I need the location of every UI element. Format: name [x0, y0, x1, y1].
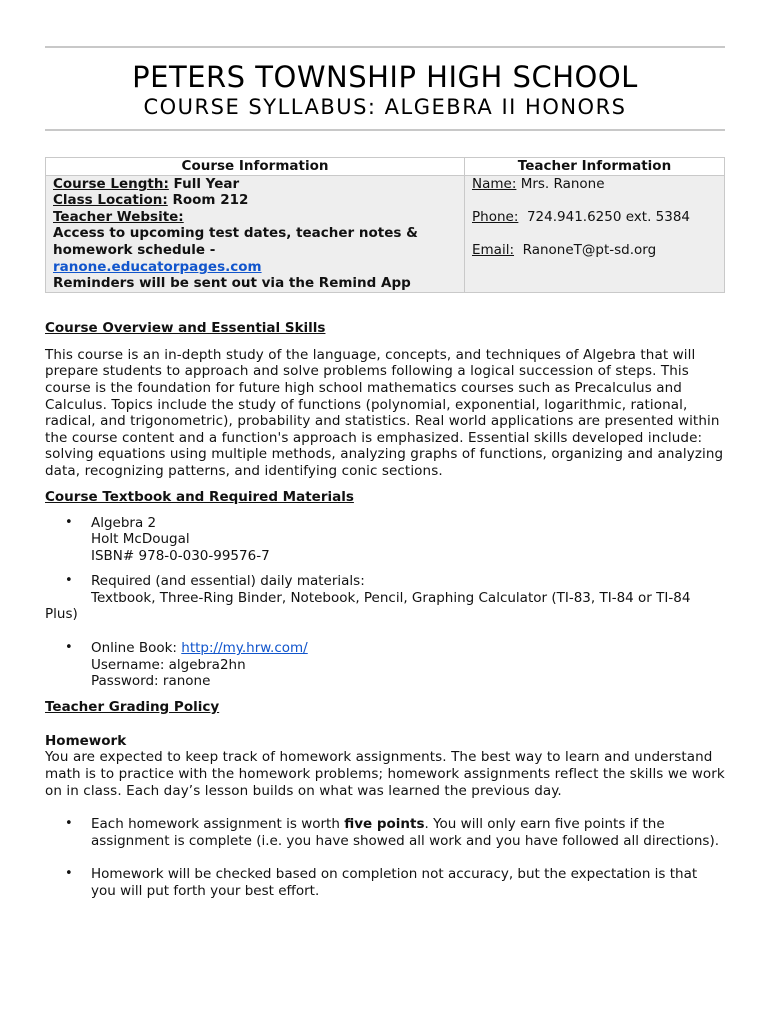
online-book-link[interactable]: http://my.hrw.com/: [181, 640, 308, 657]
teacher-info-cell: [465, 175, 725, 292]
online-password: Password: ranone: [91, 673, 211, 690]
materials-items: Textbook, Three-Ring Binder, Notebook, Pencil, Graphing Calculator (TI-83, TI-84 or TI-84: [91, 589, 691, 606]
homework-text: You are expected to keep track of homework assignments. The best way to learn and understand math is to practice with the homework problems; homework assignments reflect the skills we work on in class. Each day’s lesson builds on what was learned the previous day.: [45, 749, 725, 799]
header-divider: [45, 129, 725, 131]
class-location-label: Class Location:: [53, 192, 168, 209]
top-divider: [45, 46, 725, 48]
teacher-email-label: Email:: [472, 241, 515, 258]
bullet-glyph: •: [65, 866, 73, 882]
overview-text: This course is an in-depth study of the language, concepts, and techniques of Algebra that will prepare students to approach and solve problems following a logical succession of steps. This course is the foundation for future high school mathematics courses such as Precalculus and Calculus. Topics include the study of functions (polynomial, exponential, logarithmic, rational, radical, and trigonometric), probability and statistics. Real world applications are presented within the course content and a function's approach is emphasized. Essential skills developed include: solving equations using multiple methods, analyzing graphs of functions, organizing and analyzing data, recognizing patterns, and identifying conic sections.: [45, 346, 724, 479]
homework-rule-1-start: Each homework assignment is worth: [91, 816, 345, 833]
remind-app-note: Reminders will be sent out via the Remind App: [53, 275, 411, 292]
book-publisher: Holt McDougal: [91, 531, 190, 548]
info-table: [45, 157, 725, 293]
bullet-glyph: •: [65, 640, 73, 656]
teacher-phone-value: 724.941.6250 ext. 5384: [526, 208, 691, 225]
teacher-website-link[interactable]: ranone.educatorpages.com: [53, 258, 262, 275]
list-item: [45, 515, 725, 565]
list-item: [45, 866, 725, 899]
class-location-value: Room 212: [172, 192, 249, 209]
teacher-website-description: Access to upcoming test dates, teacher notes & homework schedule -: [53, 225, 418, 258]
materials-items-end: Plus): [45, 606, 78, 623]
book-title: Algebra 2: [91, 514, 157, 531]
syllabus-page: [45, 0, 725, 900]
materials-list: [45, 515, 725, 690]
materials-label: Required (and essential) daily materials:: [91, 573, 365, 590]
teacher-website-label: Teacher Website:: [53, 208, 184, 225]
syllabus-title: COURSE SYLLABUS: ALGEBRA II HONORS: [143, 95, 627, 119]
overview-heading: Course Overview and Essential Skills: [45, 319, 326, 336]
course-info-cell: [46, 175, 465, 292]
school-title: PETERS TOWNSHIP HIGH SCHOOL: [132, 60, 638, 94]
teacher-name-label: Name:: [472, 175, 517, 192]
teacher-email-value: RanoneT@pt-sd.org: [522, 241, 657, 258]
homework-rule-1-bold: five points: [344, 816, 425, 833]
book-isbn: ISBN# 978-0-030-99576-7: [91, 547, 270, 564]
list-item: [45, 573, 725, 623]
list-item: [45, 640, 725, 690]
teacher-phone-label: Phone:: [472, 208, 519, 225]
homework-rules-list: [45, 816, 725, 899]
bullet-glyph: •: [65, 514, 73, 530]
bullet-glyph: •: [65, 816, 73, 832]
textbook-heading: Course Textbook and Required Materials: [45, 488, 354, 505]
homework-rule-1-end: . You will only earn five points if the assignment is complete (i.e. you have showed all work and you have followed all directions).: [91, 816, 720, 849]
homework-rule-2: Homework will be checked based on completion not accuracy, but the expectation is that you will put forth your best effort.: [91, 866, 698, 899]
teacher-info-heading: Teacher Information: [465, 158, 725, 176]
bullet-glyph: •: [65, 573, 73, 589]
online-username: Username: algebra2hn: [91, 656, 246, 673]
grading-heading: Teacher Grading Policy: [45, 698, 220, 715]
teacher-name-value: Mrs. Ranone: [520, 175, 605, 192]
course-length-value: Full Year: [173, 175, 240, 192]
homework-heading: Homework: [45, 732, 127, 749]
online-book-label: Online Book:: [91, 640, 182, 657]
course-info-heading: Course Information: [46, 158, 465, 176]
course-length-label: Course Length:: [53, 175, 169, 192]
list-item: [45, 816, 725, 849]
